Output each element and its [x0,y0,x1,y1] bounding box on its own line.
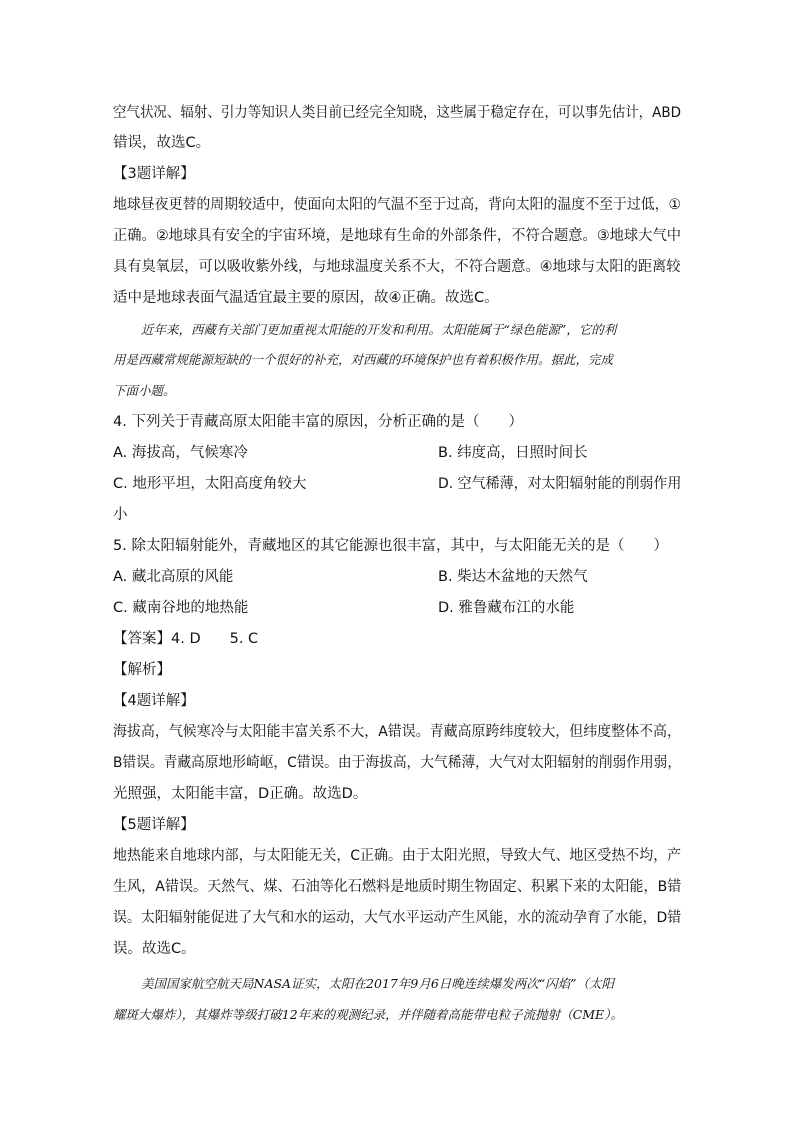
text-line: 正确。②地球具有安全的宇宙环境，是地球有生命的外部条件，不符合题意。③地球大气中 [113,228,681,244]
text-line: 适中是地球表面气温适宜最主要的原因，故④正确。故选C。 [113,290,499,306]
q4-option-b: B. 纬度高，日照时间长 [438,445,588,461]
q5-option-c: C. 藏南谷地的地热能 [113,600,249,616]
intro-paragraph-line: 美国国家航空航天局NASA证实，太阳在2017年9月6日晚连续爆发两次“闪焰”（太阳 [141,976,615,991]
text-line: 具有臭氧层，可以吸收紫外线，与地球温度关系不大，不符合题意。④地球与太阳的距离较 [113,259,681,275]
text-line: B错误。青藏高原地形崎岖，C错误。由于海拔高，大气稀薄，大气对太阳辐射的削弱作用弱， [113,755,682,771]
intro-paragraph-line: 下面小题。 [113,383,176,398]
q4-option-d-wrap: 小 [113,507,128,523]
detail-4-heading: 【4题详解】 [113,693,195,709]
text-line: 误。故选C。 [113,941,196,957]
text-line: 错误，故选C。 [113,135,211,151]
intro-paragraph-line: 用是西藏常规能源短缺的一个很好的补充，对西藏的环境保护也有着积极作用。据此，完成 [113,352,614,367]
detail-5-heading: 【5题详解】 [113,817,195,833]
q5-option-d: D. 雅鲁藏布江的水能 [438,600,575,616]
intro-paragraph-line: 耀斑大爆炸），其爆炸等级打破12年来的观测纪录，并伴随着高能带电粒子流抛射（CME）。 [113,1007,623,1022]
q5-option-b: B. 柴达木盆地的天然气 [438,569,588,585]
text-line: 地球昼夜更替的周期较适中，使面向太阳的气温不至于过高，背向太阳的温度不至于过低，① [113,197,681,213]
text-line: 空气状况、辐射、引力等知识人类目前已经完全知晓，这些属于稳定存在，可以事先估计，ABD [113,105,682,121]
question-4-stem: 4. 下列关于青藏高原太阳能丰富的原因，分析正确的是（ ） [113,414,523,430]
q4-option-a: A. 海拔高，气候寒冷 [113,445,248,461]
q4-option-c: C. 地形平坦，太阳高度角较大 [113,476,307,492]
section-heading: 【3题详解】 [113,166,195,182]
q5-option-a: A. 藏北高原的风能 [113,569,234,585]
text-line: 光照强，太阳能丰富，D正确。故选D。 [113,786,368,802]
text-line: 误。太阳辐射能促进了大气和水的运动，大气水平运动产生风能，水的流动孕育了水能，D错 [113,910,682,926]
analysis-heading: 【解析】 [113,662,171,678]
intro-paragraph-line: 近年来，西藏有关部门更加重视太阳能的开发和利用。太阳能属于“绿色能源”，它的利 [141,322,617,337]
question-5-stem: 5. 除太阳辐射能外，青藏地区的其它能源也很丰富，其中，与太阳能无关的是（ ） [113,538,668,554]
text-line: 地热能来自地球内部，与太阳能无关，C正确。由于太阳光照，导致大气、地区受热不均，产 [113,848,682,864]
text-line: 海拔高，气候寒冷与太阳能丰富关系不大，A错误。青藏高原跨纬度较大，但纬度整体不高， [113,724,681,740]
text-line: 生风，A错误。天然气、煤、石油等化石燃料是地质时期生物固定、积累下来的太阳能，B错 [113,879,682,895]
q4-option-d: D. 空气稀薄，对太阳辐射能的削弱作用 [438,476,682,492]
answer-line: 【答案】4. D 5. C [113,631,259,647]
